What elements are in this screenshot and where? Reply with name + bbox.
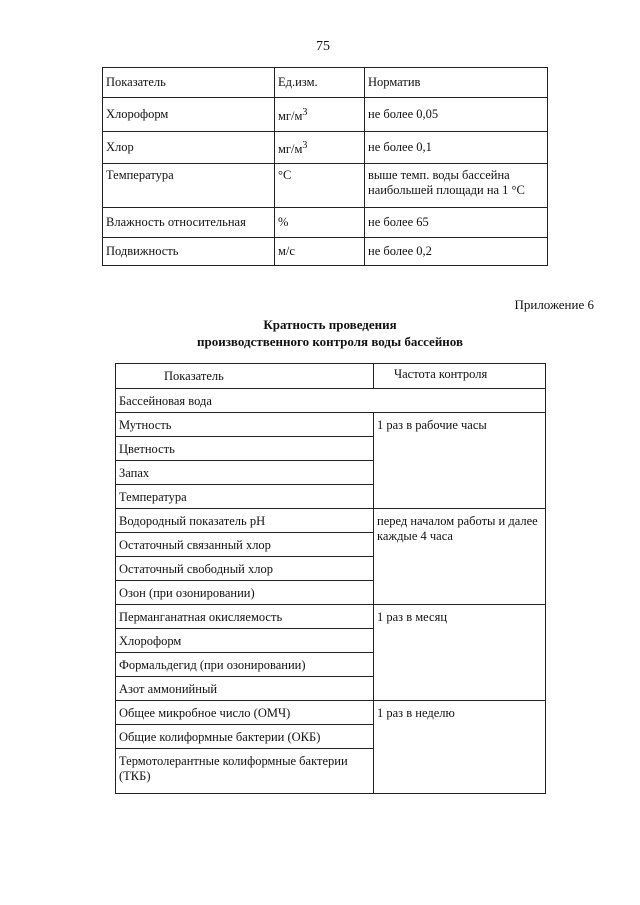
norm-cell: не более 0,1 xyxy=(365,132,548,164)
unit-text: мг/м xyxy=(278,142,303,157)
unit-text: мг/м xyxy=(278,109,303,124)
unit-cell: % xyxy=(275,208,365,238)
parameter-cell: Водородный показатель pH xyxy=(116,509,374,533)
table-row xyxy=(116,701,546,725)
table-row xyxy=(116,605,546,629)
header-cell: Частота контроля xyxy=(374,364,546,389)
parameter-cell: Азот аммонийный xyxy=(116,677,374,701)
header-cell: Ед.изм. xyxy=(275,68,365,98)
table-row xyxy=(116,413,546,437)
parameter-cell: Остаточный свободный хлор xyxy=(116,557,374,581)
norm-cell: не более 0,2 xyxy=(365,238,548,266)
unit-cell: °С xyxy=(275,164,365,208)
table-header-row xyxy=(103,68,548,98)
table-row xyxy=(103,164,548,208)
pool-control-table xyxy=(115,363,546,794)
parameter-cell: Влажность относительная xyxy=(103,208,275,238)
parameter-cell: Температура xyxy=(103,164,275,208)
page-number: 75 xyxy=(316,39,330,54)
parameter-cell: Формальдегид (при озонировании) xyxy=(116,653,374,677)
table-row xyxy=(103,132,548,164)
parameter-cell: Остаточный связанный хлор xyxy=(116,533,374,557)
parameter-cell: Запах xyxy=(116,461,374,485)
norm-cell: не более 0,05 xyxy=(365,98,548,132)
heading-line-2: производственного контроля воды бассейнов xyxy=(197,334,463,349)
unit-superscript: 3 xyxy=(302,139,308,151)
header-cell: Показатель xyxy=(103,68,275,98)
section-cell: Бассейновая вода xyxy=(116,389,546,413)
parameter-cell: Общее микробное число (ОМЧ) xyxy=(116,701,374,725)
table-row xyxy=(103,208,548,238)
unit-cell xyxy=(275,98,365,132)
header-cell: Норматив xyxy=(365,68,548,98)
parameter-cell: Хлороформ xyxy=(103,98,275,132)
parameter-cell: Цветность xyxy=(116,437,374,461)
parameter-cell: Подвижность xyxy=(103,238,275,266)
appendix-label: Приложение 6 xyxy=(514,297,594,312)
frequency-cell: перед началом работы и далее каждые 4 часа xyxy=(374,509,546,605)
table-row xyxy=(103,98,548,132)
parameter-cell: Озон (при озонировании) xyxy=(116,581,374,605)
header-cell: Показатель xyxy=(116,364,374,389)
parameter-cell: Перманганатная окисляемость xyxy=(116,605,374,629)
parameter-cell: Термотолерантные колиформные бактерии (ТКБ) xyxy=(116,749,374,794)
table-row xyxy=(103,238,548,266)
unit-cell xyxy=(275,132,365,164)
table-header-row xyxy=(116,364,546,389)
parameter-cell: Хлороформ xyxy=(116,629,374,653)
section-row xyxy=(116,389,546,413)
frequency-cell: 1 раз в рабочие часы xyxy=(374,413,546,509)
norm-cell: выше темп. воды бассейна наибольшей площади на 1 °С xyxy=(365,164,548,208)
unit-cell: м/с xyxy=(275,238,365,266)
parameter-cell: Мутность xyxy=(116,413,374,437)
frequency-cell: 1 раз в неделю xyxy=(374,701,546,794)
parameter-cell: Общие колиформные бактерии (ОКБ) xyxy=(116,725,374,749)
air-parameters-table xyxy=(102,67,548,266)
parameter-cell: Температура xyxy=(116,485,374,509)
table-row xyxy=(116,509,546,533)
parameter-cell: Хлор xyxy=(103,132,275,164)
unit-superscript: 3 xyxy=(302,106,308,118)
frequency-cell: 1 раз в месяц xyxy=(374,605,546,701)
heading-line-1: Кратность проведения xyxy=(263,317,397,332)
norm-cell: не более 65 xyxy=(365,208,548,238)
